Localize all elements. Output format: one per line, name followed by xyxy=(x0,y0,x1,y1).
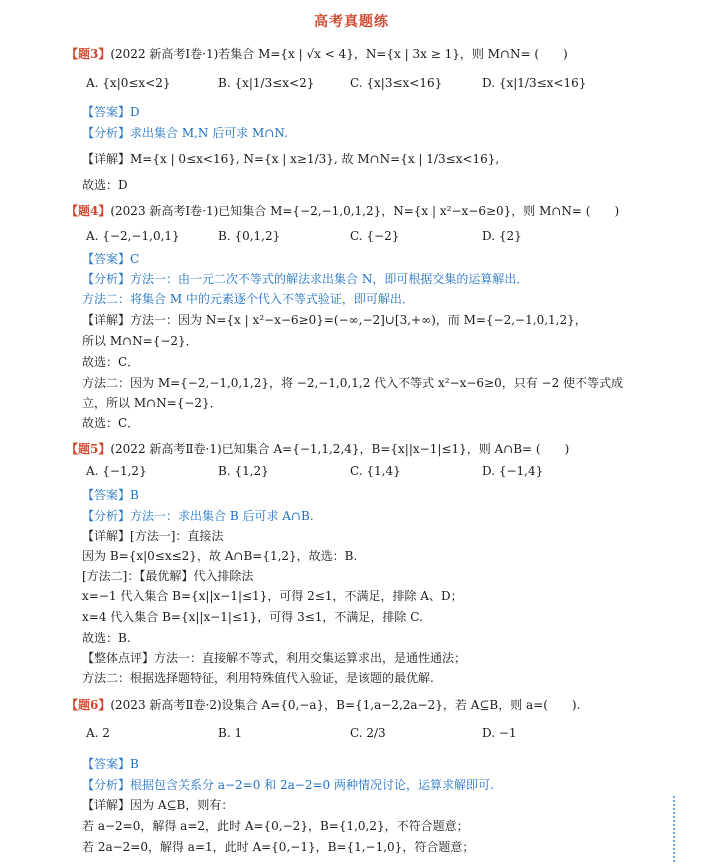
question-5-detail xyxy=(82,527,223,545)
answer-value: B xyxy=(130,757,139,771)
analysis-label: 【分析】 xyxy=(82,778,131,792)
question-3-tag: 【题3】 xyxy=(66,47,111,61)
detail-text: 方法一：因为 N={x | x²−x−6≥0}=(−∞,−2]∪[3,+∞)，而 M={−2,−1,0,1,2}， xyxy=(130,313,587,327)
question-4-detail-3: 方法二：因为 M={−2,−1,0,1,2}，将 −2,−1,0,1,2 代入不等式 x²−x−6≥0，只有 −2 使不等式成 xyxy=(82,376,624,390)
question-5-detail-5: x=4 代入集合 B={x||x−1|≤1}，可得 3≤1，不满足，排除 C. xyxy=(82,610,423,624)
question-5-tag: 【题5】 xyxy=(66,442,111,456)
question-6-text: (2023 新高考Ⅱ卷·2)设集合 A={0,−a}，B={1,a−2,2a−2}，若 A⊆B，则 a=( ). xyxy=(110,698,581,712)
question-3-detail xyxy=(82,150,499,168)
question-6-detail xyxy=(82,796,233,814)
question-6-stem xyxy=(66,696,580,714)
analysis-label: 【分析】 xyxy=(82,509,131,523)
question-6-option-c: C. 2/3 xyxy=(350,726,386,740)
question-6-analysis xyxy=(82,776,494,794)
question-4-detail xyxy=(82,311,587,329)
question-5-option-b: B. {1,2} xyxy=(218,464,269,478)
question-3-choose: 故选：D xyxy=(82,178,128,192)
question-4-analysis-2: 方法二：将集合 M 中的元素逐个代入不等式验证，即可解出． xyxy=(82,292,414,306)
question-3-stem xyxy=(66,45,568,63)
analysis-label: 【分析】 xyxy=(82,126,131,140)
analysis-label: 【分析】 xyxy=(82,272,131,286)
detail-label: 【详解】 xyxy=(82,313,131,327)
question-4-answer xyxy=(82,250,139,268)
question-6-detail-2: 若 a−2=0，解得 a=2，此时 A={0,−2}，B={1,0,2}，不符合题意； xyxy=(82,819,469,833)
question-4-option-d: D. {2} xyxy=(482,229,522,243)
question-4-stem xyxy=(66,202,619,220)
detail-label: 【详解】 xyxy=(82,529,131,543)
question-5-comment xyxy=(82,649,466,667)
question-6-detail-3: 若 2a−2=0，解得 a=1，此时 A={0,−1}，B={1,−1,0}，符合题意； xyxy=(82,840,475,854)
question-5-choose: 故选：B. xyxy=(82,631,131,645)
question-4-detail-4: 立，所以 M∩N={−2}． xyxy=(82,396,222,410)
analysis-text: 方法一：由一元二次不等式的解法求出集合 N，即可根据交集的运算解出． xyxy=(130,272,529,286)
question-4-option-b: B. {0,1,2} xyxy=(218,229,281,243)
detail-text: 因为 A⊆B，则有： xyxy=(130,798,234,812)
question-5-detail-3: [方法二]：【最优解】代入排除法 xyxy=(82,569,254,583)
answer-value: D xyxy=(130,105,140,119)
question-4-choose: 故选：C． xyxy=(82,355,140,369)
question-3-text: (2022 新高考Ⅰ卷·1)若集合 M={x | √x < 4}，N={x | 3x ≥ 1}，则 M∩N= ( ) xyxy=(110,47,568,61)
question-5-detail-2: 因为 B={x|0≤x≤2}，故 A∩B={1,2}，故选：B. xyxy=(82,549,358,563)
question-5-option-d: D. {−1,4} xyxy=(482,464,544,478)
question-6-answer xyxy=(82,755,139,773)
question-6-option-b: B. 1 xyxy=(218,726,243,740)
question-3-option-d: D. {x|1/3≤x<16} xyxy=(482,76,587,90)
question-5-comment-2: 方法二：根据选择题特征，利用特殊值代入验证，是该题的最优解. xyxy=(82,671,434,685)
page-edge-dotted-line xyxy=(673,796,679,862)
analysis-text: 求出集合 M,N 后可求 M∩N. xyxy=(130,126,288,140)
question-5-stem xyxy=(66,440,569,458)
comment-text: 方法一：直接解不等式，利用交集运算求出，是通性通法； xyxy=(154,651,467,665)
answer-label: 【答案】 xyxy=(82,252,131,266)
question-3-option-b: B. {x|1/3≤x<2} xyxy=(218,76,315,90)
analysis-text: 方法一：求出集合 B 后可求 A∩B. xyxy=(130,509,314,523)
question-4-detail-2: 所以 M∩N={−2}． xyxy=(82,334,198,348)
question-3-analysis xyxy=(82,124,288,142)
question-5-text: (2022 新高考Ⅱ卷·1)已知集合 A={−1,1,2,4}，B={x||x−1|≤1}，则 A∩B= ( ) xyxy=(110,442,570,456)
question-5-option-c: C. {1,4} xyxy=(350,464,401,478)
answer-label: 【答案】 xyxy=(82,757,131,771)
question-3-option-a: A. {x|0≤x<2} xyxy=(86,76,171,90)
answer-value: B xyxy=(130,488,139,502)
question-3-option-c: C. {x|3≤x<16} xyxy=(350,76,443,90)
page-title: 高考真题练 xyxy=(314,14,389,30)
question-5-answer xyxy=(82,486,139,504)
detail-text: M={x | 0≤x<16}, N={x | x≥1/3}, 故 M∩N={x | 1/3≤x<16}, xyxy=(130,152,500,166)
question-4-option-a: A. {−2,−1,0,1} xyxy=(86,229,180,243)
question-4-choose-2: 故选：C． xyxy=(82,416,140,430)
question-6-option-a: A. 2 xyxy=(86,726,110,740)
question-4-tag: 【题4】 xyxy=(66,204,111,218)
detail-label: 【详解】 xyxy=(82,152,131,166)
detail-label: 【详解】 xyxy=(82,798,131,812)
question-6-tag: 【题6】 xyxy=(66,698,111,712)
answer-label: 【答案】 xyxy=(82,105,131,119)
question-4-text: (2023 新高考Ⅰ卷·1)已知集合 M={−2,−1,0,1,2}，N={x | x²−x−6≥0}，则 M∩N= ( ) xyxy=(110,204,620,218)
analysis-text: 根据包含关系分 a−2=0 和 2a−2=0 两种情况讨论，运算求解即可. xyxy=(130,778,494,792)
question-6-option-d: D. −1 xyxy=(482,726,517,740)
question-5-option-a: A. {−1,2} xyxy=(86,464,147,478)
question-3-answer xyxy=(82,103,140,121)
detail-text: [方法一]：直接法 xyxy=(130,529,224,543)
question-5-detail-4: x=−1 代入集合 B={x||x−1|≤1}，可得 2≤1，不满足，排除 A、D； xyxy=(82,589,463,603)
comment-label: 【整体点评】 xyxy=(82,651,155,665)
answer-value: C xyxy=(130,252,140,266)
answer-label: 【答案】 xyxy=(82,488,131,502)
question-5-analysis xyxy=(82,507,314,525)
question-4-analysis xyxy=(82,270,528,288)
question-4-option-c: C. {−2} xyxy=(350,229,400,243)
